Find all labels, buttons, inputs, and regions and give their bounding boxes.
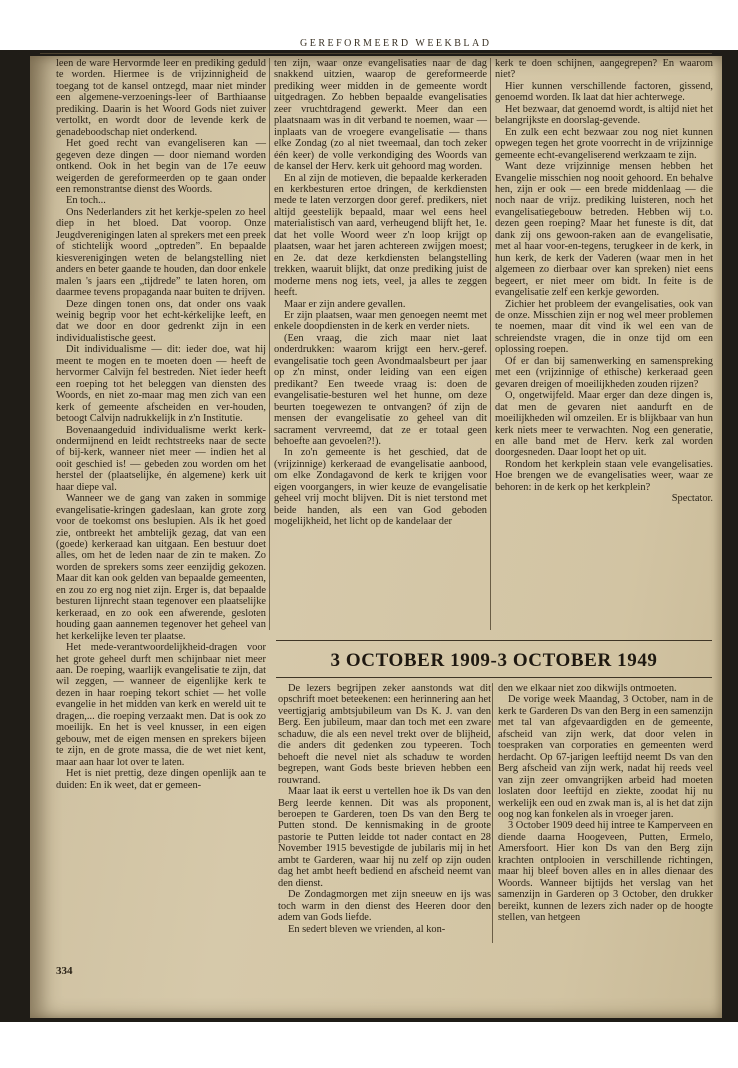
paragraph: Bovenaangeduid individualisme werkt kerk-ondermijnend en leidt rechtstreeks naar de secte of bij-kerk, wanneer niet meer — indien het al ooit geschied is! — gebeden zou worden om het herstel der (plaatselijke, én algemene) kerk uit haar diepe val.: [56, 424, 266, 493]
paragraph: Het mede-verantwoordelijkheid-dragen voor het grote geheel durft men schijnbaar niet meer aan. De roeping, waarlijk evangelisatie te zijn, dat wil zeggen, — wanneer de eigenlijke kerk te dezen in haar roeping tekort schiet — het volle evangelie in het midden van kerk en wereld uit te dragen,... die roeping verzaakt men. Dat is ook zo moeilijk. En het is veel knusser, in een eigen gebouw, met de eigen mensen en sprekers bijeen te zijn, en de grote massa, die de wet niet kent, maar aan haar lot over te laten.: [56, 642, 266, 768]
paragraph: Dit individualisme — dit: ieder doe, wat hij meent te mogen en te moeten doen — heeft de hervormer Calvijn fel bestreden. Niet ieder heeft een roeping tot het beleggen van diensten des Woords, en niet zo-maar mag men zich van een kerk of gemeente afscheiden en ver-houden, betoogt Calvijn nadrukkelijk in z'n Institutie.: [56, 344, 266, 425]
column-divider: [490, 58, 491, 630]
column-3: [495, 58, 713, 505]
paragraph: En toch...: [66, 195, 106, 207]
headline-rule-bottom: [276, 677, 712, 678]
paragraph: De vorige week Maandag, 3 October, nam in de kerk te Garderen Ds van den Berg in een samenzijn met tal van afgevaardigden en de gemeente, afscheid van zijn werk, dat door velen in toespraken van corporaties en gemeenten werd herdacht. Op 67-jarigen leeftijd neemt Ds van den Berg afscheid van zijn werk, nadat hij reeds veel van zijn zeer omvangrijken arbeid had moeten loslaten door leeftijd en ziekte, zoodat hij nu werkelijk een oud en zwak man is, al is het dat zijn oog nog kan fonkelen als in vroeger jaren.: [498, 694, 713, 820]
paragraph: Zichier het probleem der evangelisaties, ook van de onze. Misschien zijn er nog wel meer problemen te noemen, maar dit vind ik wel een van de schreiendste vragen, die in onze tijd om een oplossing roepen.: [495, 298, 713, 356]
paragraph: O, ongetwijfeld. Maar erger dan deze dingen is, dat men de gevaren niet aandurft en de moeilijkheden wil omzeilen. Er is blijkbaar van hun kerk niets meer te verwachten. Nog een generatie, en alle band met de Herv. kerk zal worden doorgesneden. Daar loopt het op uit.: [495, 390, 713, 459]
paragraph: Maar laat ik eerst u vertellen hoe ik Ds van den Berg leerde kennen. Dit was als proponent, beroepen te Garderen, toen Ds van den Berg te Putten stond. De kennismaking in de groote pastorie te Putten leidde tot nader contact en 28 November 1915 bevestigde de jubilaris mij in het ambt te Garderen, waar hij nu zelf op zijn ouden dag het ambt heeft bediend en afscheid neemt van den dienst.: [278, 786, 491, 889]
paragraph: Het is niet prettig, deze dingen openlijk aan te duiden: En ik weet, dat er gemeen-: [56, 768, 266, 791]
paragraph: Want deze vrijzinnige mensen hebben het Evangelie misschien nog nooit gehoord. En behalve hen, zijn er ook — een brede middenlaag — die noch naar de vrijz. prediking luisteren, noch het evangelisatiegebouw betreden. Hebben wij t.o. dezen geen roeping? Maar het funeste is dit, dat dank zij ons gewoon-raken aan de evangelisatie, met al haar voor-en-tegens, terugkeer in de kerk, in hun kerk, de kerk der Vaderen (waar men in het algemeen zo dierbaar over kan spreken) niet eens begeert, er niet meer om bidt. In feite is de evangelisatie zelf een kerkje geworden.: [495, 161, 713, 299]
paragraph: De lezers begrijpen zeker aanstonds wat dit opschrift moet beteekenen: een herinnering aan het veertigjarig ambtsjubileum van Ds K. J. van den Berg. Een jubileum, maar dan toch met een zware schaduw, die als een nevel trekt over de blijheid, die anders dit gedenken zou typeeren. Toch behoeft die nevel niet als schaduw te worden begrepen, want Gods beste brieven hebben een rouwrand.: [278, 683, 491, 786]
paragraph: Het goed recht van evangeliseren kan — gegeven deze dingen — door niemand worden ontkend. Ook in het begin van de 17e eeuw weigerden de gereformeerden op te gaan onder een remonstrantse dienst des Woords.: [56, 138, 266, 195]
paragraph: Rondom het kerkplein staan vele evangelisaties. Hoe brengen we de evangelisaties weer, waar ze behoren: in de kerk op het kerkplein?: [495, 458, 713, 493]
headline-rule-top: [276, 640, 712, 641]
column-5: [498, 683, 713, 924]
article-headline: 3 OCTOBER 1909-3 OCTOBER 1949: [330, 650, 658, 671]
paragraph: kerk te doen schijnen, aangegrepen? En waarom niet?: [495, 58, 713, 81]
page-number: 334: [56, 965, 73, 977]
paragraph: Er zijn plaatsen, waar men genoegen neemt met enkele doopdiensten in de kerk en verder niets.: [274, 309, 487, 333]
paragraph: Of er dan bij samenwerking en samenspreking met een (vrijzinnige of ethische) kerkeraad geen gevaren dreigen of moeilijkheden zouden rijzen?: [495, 355, 713, 390]
paragraph: En zulk een echt bezwaar zou nog niet kunnen opwegen tegen het grote voorrecht in de vrijzinnige gemeente echt-evangeliserend werkzaam te zijn.: [495, 126, 713, 161]
paragraph: De Zondagmorgen met zijn sneeuw en ijs was toch warm in den dienst des Heeren door den adem van Gods liefde.: [278, 889, 491, 924]
paragraph: Ons Nederlanders zit het kerkje-spelen zo heel diep in het bloed. Dat voorop. Onze Jeugdverenigingen laten al sprekers met een preek of stichtelijk woord „optreden”. En bepaalde kiesverenigingen weten de belangstelling niet anders en beter gaande te houden, dan door enkele malen 's jaars een „tijdrede” te laten horen, om daarmee tevens propaganda naar buiten te drijven.: [56, 206, 266, 299]
paragraph: Deze dingen tonen ons, dat onder ons vaak weinig begrip voor het echt-kérkelijke leeft, en dat we door en door gedrenkt zijn in een individualistische geest.: [56, 298, 266, 344]
paragraph: En sedert bleven we vrienden, al kon-: [288, 923, 446, 935]
paragraph: ten zijn, waar onze evangelisaties naar de dag snakkend uitzien, waarop de gereformeerde prediking weer midden in de gemeente wordt uitgedragen. Zo hebben bepaalde evangelisaties zeer vruchtdragend gewerkt. Meer dan een plaatsnaam was in dit verband te noemen, waar — inplaats van de vroegere evangelisatie — thans elke Zondag (zo al niet tweemaal, dan toch zeker één keer) de volle verkondiging des Woords van de kansel der Herv. kerk uit gehoord mag worden.: [274, 58, 487, 173]
paragraph: En al zijn de motieven, die bepaalde kerkeraden en kerkbesturen ertoe dringen, de kerkdiensten mede te laten verzorgen door geref. predikers, niet altijd geestelijk bepaald, maar wel eens heel materialistisch van aard, verheugend blijft het, 1e. dat het volle Woord weer z'n loop krijgt op plaatsen, waar het jaren achtereen zwijgen moest; en 2e. dat deze kerkdiensten belangstelling trekken, waaruit blijkt, dat onze prediking juist de moderne mens nog iets, veel, ja alles te zeggen heeft.: [274, 172, 487, 299]
paragraph: den we elkaar niet zoo dikwijls ontmoeten.: [498, 683, 677, 694]
column-4: [278, 683, 491, 935]
page-header: GEREFORMEERD WEEKBLAD: [300, 38, 492, 49]
paragraph: Het bezwaar, dat genoemd wordt, is altijd niet het belangrijkste en doorslag-gevende.: [495, 103, 713, 127]
paragraph: 3 October 1909 deed hij intree te Kamperveen en diende daarna Hoogeveen, Putten, Ermelo, Amersfoort. Hier kon Ds van den Berg zijn krachten ontplooien in verschillende richtingen, maar hij bleef boven alles en in alles dienaar des Woords. Wanneer bijtijds het verslag van het samenzijn in Garderen op 3 October, den drukker bereikt, kunnen de lezers zich nader op de hoogte stellen, van hetgeen: [498, 820, 713, 924]
column-divider: [269, 58, 270, 630]
paragraph: Maar er zijn andere gevallen.: [284, 298, 406, 310]
column-divider: [492, 683, 493, 943]
paragraph: Wanneer we de gang van zaken in sommige evangelisatie-kringen gadeslaan, kan grote zorg voor de toekomst ons beslupien. Als ik het goed zie, ontbreekt het ambtelijk gezag, dat van een (goede) kerkeraad kan uitgaan. Een bestuur doet alles, om het de leden naar de zin te maken. Zo worden de sprekers soms zeer eenzijdig gekozen. Maar dit kan ook gelden van bepaalde gemeenten, en zou zo erg nog niet zijn. Erger is, dat bepaalde besturen lijnrecht staan tegenover een plaatselijke kerkeraad, en zo ook een afwerende, gesloten houding gaan aannemen tegenover het geheel van het kerkelijke leven ter plaatse.: [56, 493, 266, 642]
header-rule: [40, 53, 712, 54]
paragraph: Hier kunnen verschillende factoren, gissend, genoemd worden. Ik laat dat hier achterwege.: [495, 80, 713, 104]
column-2: [274, 58, 487, 528]
paragraph: leen de ware Hervormde leer en prediking geduld te worden. Hiermee is de vrijzinnigheid de toegang tot de kansel ontzegd, maar niet minder een algemene-verzoenings-leer of Barthiaanse prediking. Daarin is het Woord Gods niet zuiver vertolkt, en wordt door de levende kerk de genadeboodschap niet onderkend.: [56, 58, 266, 138]
column-1: [56, 58, 266, 791]
signature: Spectator.: [671, 493, 713, 505]
paragraph: In zo'n gemeente is het geschied, dat de (vrijzinnige) kerkeraad de evangelisatie aanbood, om elke Zondagavond de kerk te krijgen voor eigen voorgangers, in wier keuze de evangelisatie geheel vrij mocht blijven. Dit is niet terstond met beide handen, als een van God geboden mogelijkheid, het licht op de kandelaar der: [274, 447, 487, 528]
paragraph: (Een vraag, die zich maar niet laat onderdrukken: waarom krijgt een herv.-geref. evangelisatie toch geen Avondmaalsbeurt per jaar op z'n minst, onder leiding van een eigen predikant? Een tweede vraag is: doen de evangelisatie-besturen wel het hunne, om deze beurten toegewezen te ontvangen? óf zijn de mensen der evangelisatie zo geheel van dit sacrament vervreemd, dat ze er totaal geen behoefte aan gevoelen?!).: [274, 332, 487, 447]
